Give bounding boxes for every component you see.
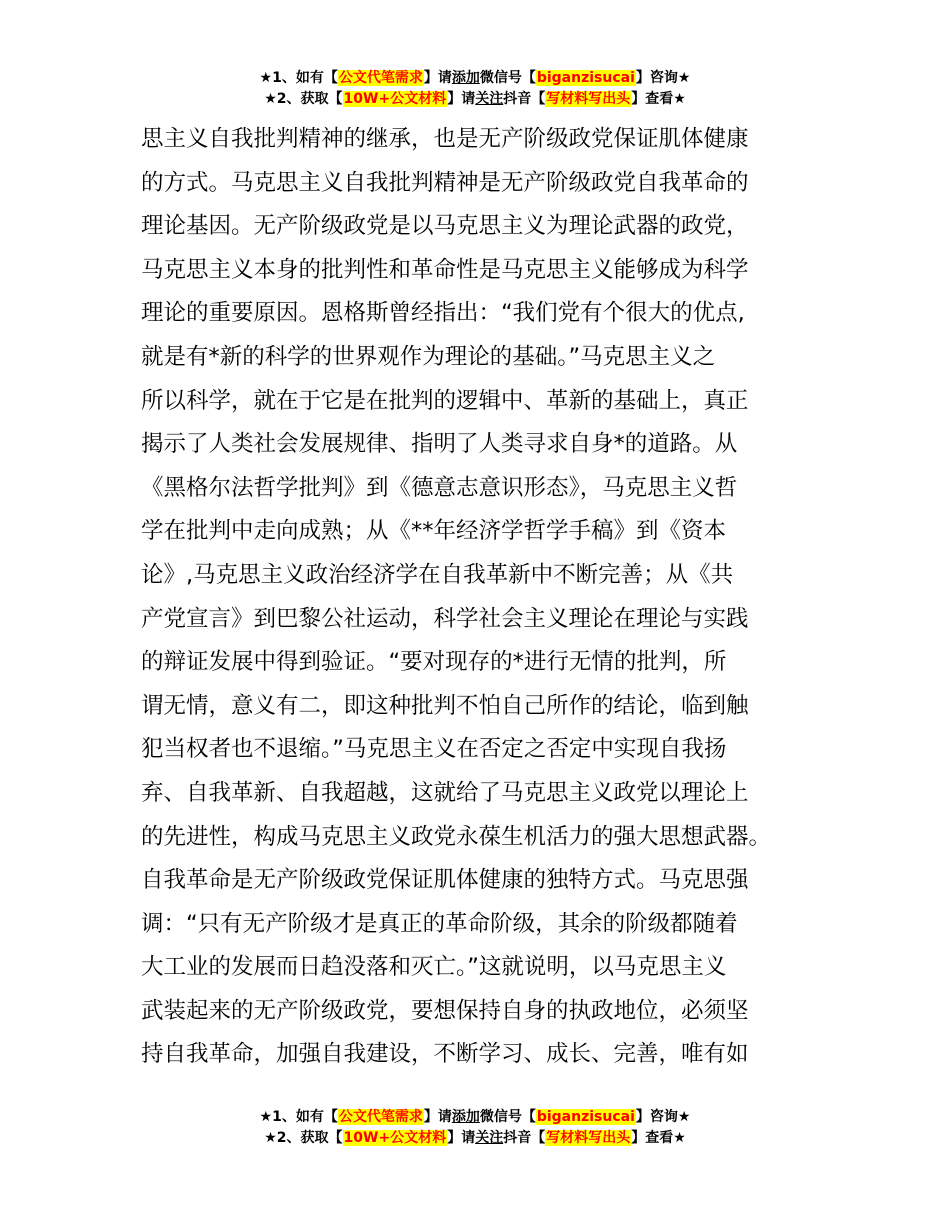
banner-text-underlined: 关注 — [475, 91, 504, 107]
body-line: 所以科学，就在于它是在批判的逻辑中、革新的基础上，真正 — [141, 387, 749, 414]
body-line: 学在批判中走向成熟；从《**年经济学哲学手稿》到《资本 — [141, 518, 727, 545]
body-line: 理论的重要原因。恩格斯曾经指出：“我们党有个很大的优点, — [141, 300, 745, 327]
banner-line-1 — [0, 1107, 950, 1128]
banner-line-2 — [0, 1128, 950, 1149]
highlight-service: 公文代笔需求 — [338, 1109, 423, 1125]
star-icon: ★ — [259, 70, 273, 86]
body-line: 弃、自我革新、自我超越，这就给了马克思主义政党以理论上 — [141, 779, 749, 806]
banner-text: 微信号【 — [479, 70, 536, 86]
highlight-wechat-id: biganzisucai — [536, 70, 635, 86]
banner-text: 】请 — [447, 91, 476, 107]
banner-text: 2、获取【 — [276, 1130, 343, 1146]
body-line: 思主义自我批判精神的继承，也是无产阶级政党保证肌体健康 — [141, 126, 749, 152]
highlight-douyin-id: 写材料写出头 — [546, 1130, 631, 1146]
banner-text-underlined: 添加 — [451, 1109, 480, 1125]
highlight-materials: 10W+公文材料 — [343, 1130, 447, 1146]
body-line: 产党宣言》到巴黎公社运动，科学社会主义理论在理论与实践 — [141, 605, 749, 632]
banner-text-underlined: 关注 — [475, 1130, 504, 1146]
banner-text: 微信号【 — [479, 1109, 536, 1125]
body-line: 的先进性，构成马克思主义政党永葆生机活力的强大思想武器。 — [141, 823, 772, 850]
highlight-service: 公文代笔需求 — [338, 70, 423, 86]
highlight-wechat-id: biganzisucai — [536, 1109, 635, 1125]
banner-text: 】请 — [423, 70, 452, 86]
body-line: 揭示了人类社会发展规律、指明了人类寻求自身*的道路。从 — [141, 431, 738, 458]
highlight-materials: 10W+公文材料 — [343, 91, 447, 107]
banner-text: 】咨询★ — [635, 70, 691, 86]
banner-text: 抖音【 — [503, 91, 546, 107]
body-line: 的方式。马克思主义自我批判精神是无产阶级政党自我革命的 — [141, 169, 749, 196]
body-line: 理论基因。无产阶级政党是以马克思主义为理论武器的政党， — [141, 213, 749, 240]
body-line: 调：“只有无产阶级才是真正的革命阶级，其余的阶级都随着 — [141, 910, 738, 937]
body-line: 论》,马克思主义政治经济学在自我革新中不断完善；从《共 — [141, 561, 734, 588]
body-line: 马克思主义本身的批判性和革命性是马克思主义能够成为科学 — [141, 256, 749, 283]
banner-line-2 — [0, 89, 950, 110]
banner-text: 】请 — [423, 1109, 452, 1125]
banner-text: 抖音【 — [503, 1130, 546, 1146]
footer-banner — [0, 1107, 950, 1149]
banner-text: 1、如有【 — [272, 1109, 338, 1125]
header-banner — [0, 68, 950, 110]
body-line: 谓无情，意义有二，即这种批判不怕自己所作的结论，临到触 — [141, 692, 749, 719]
body-line: 犯当权者也不退缩。”马克思主义在否定之否定中实现自我扬 — [141, 736, 727, 763]
body-line: 大工业的发展而日趋没落和灭亡。”这就说明，以马克思主义 — [141, 954, 727, 981]
body-line: 自我革命是无产阶级政党保证肌体健康的独特方式。马克思强 — [141, 867, 749, 894]
star-icon: ★ — [264, 91, 277, 107]
star-icon: ★ — [259, 1109, 273, 1125]
body-line: 的辩证发展中得到验证。“要对现存的*进行无情的批判，所 — [141, 649, 727, 676]
banner-text: 】查看★ — [631, 1130, 686, 1146]
banner-text: 】请 — [447, 1130, 476, 1146]
body-line: 就是有*新的科学的世界观作为理论的基础。”马克思主义之 — [141, 343, 716, 370]
highlight-douyin-id: 写材料写出头 — [546, 91, 631, 107]
star-icon: ★ — [264, 1130, 277, 1146]
banner-text: 1、如有【 — [272, 70, 338, 86]
banner-line-1 — [0, 68, 950, 89]
body-line: 持自我革命，加强自我建设，不断学习、成长、完善，唯有如 — [141, 1041, 749, 1068]
banner-text: 】咨询★ — [635, 1109, 691, 1125]
body-line: 武装起来的无产阶级政党，要想保持自身的执政地位，必须坚 — [141, 997, 749, 1024]
banner-text-underlined: 添加 — [451, 70, 480, 86]
document-body — [141, 118, 821, 1077]
banner-text: 】查看★ — [631, 91, 686, 107]
body-line: 《黑格尔法哲学批判》到《德意志意识形态》，马克思主义哲 — [141, 474, 738, 501]
banner-text: 2、获取【 — [276, 91, 343, 107]
